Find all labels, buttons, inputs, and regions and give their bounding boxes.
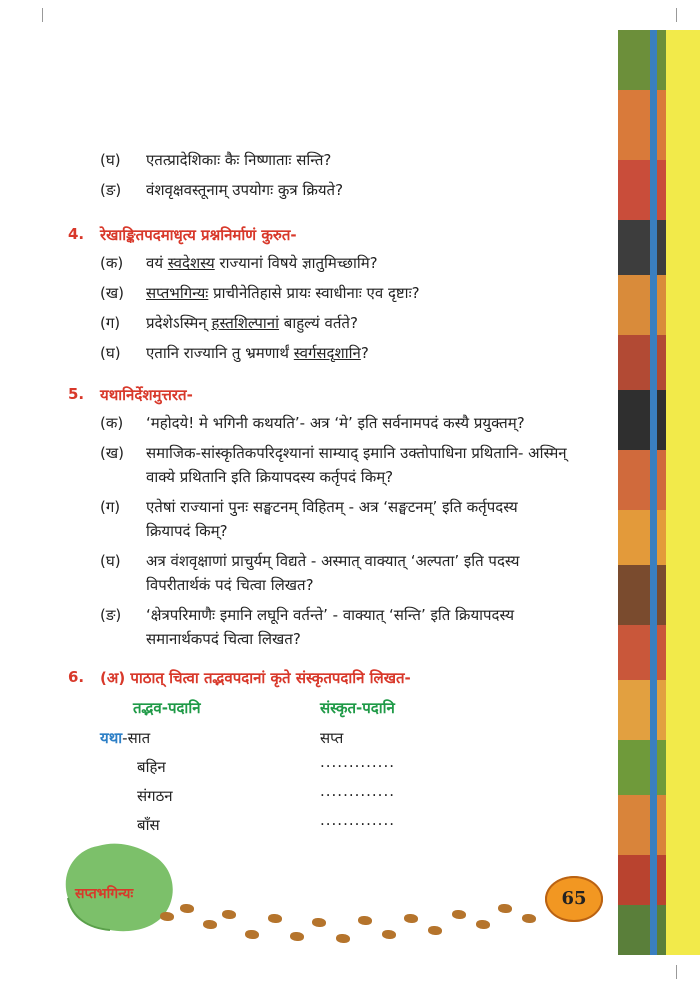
yatha-label: यथा: [100, 729, 123, 747]
word-baans: बाँस: [137, 816, 160, 834]
word-bahin: बहिन: [137, 758, 166, 776]
q6-heading: (अ) पाठात् चित्वा तद्भवपदानां कृते संस्कृतपदानि लिखत-: [100, 669, 411, 687]
q5-item-ga: (ग) एतेषां राज्यानां पुनः सङ्घटनम् विहितम् - अत्र ‘सङ्घटनम्’ इति कर्तृपदस्य: [100, 498, 518, 516]
page-number-badge: [545, 876, 603, 922]
q4-heading: रेखाङ्कितपदमाधृत्य प्रश्ननिर्माणं कुरुत-: [100, 226, 297, 244]
page-number: 65: [561, 888, 587, 909]
decorative-faces-border: [618, 30, 666, 955]
q3-item-gha: (घ) एतत्प्रादेशिकाः कैः निष्णाताः सन्ति?: [100, 151, 332, 169]
q5-item-kha: (ख) समाजिक-सांस्कृतिकपरिदृश्यानां साम्याद् इमानि उक्तोपाधिना प्रथितानि- अस्मिन्: [100, 444, 567, 462]
answer-blank-1: .............: [320, 753, 395, 771]
q3-item-nga: (ङ) वंशवृक्षवस्तूनाम् उपयोगः कुत्र क्रियते?: [100, 181, 344, 199]
answer-blank-3: .............: [320, 811, 395, 829]
q5-item-nga-cont: समानार्थकपदं चित्वा लिखत?: [146, 630, 301, 648]
q4-number: 4.: [68, 225, 85, 243]
tadbhava-column-heading: तद्भव-पदानि: [133, 699, 201, 717]
q5-heading: यथानिर्देशमुत्तरत-: [100, 386, 193, 404]
q4-item-gha: (घ) एतानि राज्यानि तु भ्रमणार्थं स्वर्गसदृशानि?: [100, 344, 369, 362]
book-name-label: सप्तभगिन्यः: [75, 886, 134, 902]
crop-mark: [42, 8, 43, 22]
crop-mark: [676, 965, 677, 979]
border-blue-pole: [650, 30, 657, 955]
q5-item-kha-cont: वाक्ये प्रथितानि इति क्रियापदस्य कर्तृपदं किम्?: [146, 468, 394, 486]
crop-mark: [676, 8, 677, 22]
q5-item-gha: (घ) अत्र वंशवृक्षाणां प्राचुर्यम् विद्यते - अस्मात् वाक्यात् ‘अल्पता’ इति पदस्य: [100, 552, 520, 570]
q4-item-kha: (ख) सप्तभगिन्यः प्राचीनेतिहासे प्रायः स्वाधीनाः एव दृष्टाः?: [100, 284, 420, 302]
q5-item-gha-cont: विपरीतार्थकं पदं चित्वा लिखत?: [146, 576, 314, 594]
example-row-sanskrit: सप्त: [320, 729, 344, 747]
q5-number: 5.: [68, 385, 85, 403]
q4-item-ka: (क) वयं स्वदेशस्य राज्यानां विषये ज्ञातुमिच्छामि?: [100, 254, 378, 272]
q5-item-nga: (ङ) ‘क्षेत्रपरिमाणैः इमानि लघूनि वर्तन्ते’ - वाक्यात् ‘सन्ति’ इति क्रियापदस्य: [100, 606, 515, 624]
word-sangathan: संगठन: [137, 787, 173, 805]
answer-blank-2: .............: [320, 782, 395, 800]
example-row-tadbhava: यथा-सात: [100, 729, 151, 747]
sanskrit-column-heading: संस्कृत-पदानि: [320, 699, 395, 717]
q5-item-ga-cont: क्रियापदं किम्?: [146, 522, 228, 540]
q4-item-ga: (ग) प्रदेशेऽस्मिन् हस्तशिल्पानां बाहुल्यं वर्तते?: [100, 314, 358, 332]
q6-number: 6.: [68, 668, 85, 686]
q5-item-ka: (क) ‘महोदये! मे भगिनी कथयति’- अत्र ‘मे’ इति सर्वनामपदं कस्यै प्रयुक्तम्?: [100, 414, 525, 432]
border-yellow-band: [663, 30, 700, 955]
